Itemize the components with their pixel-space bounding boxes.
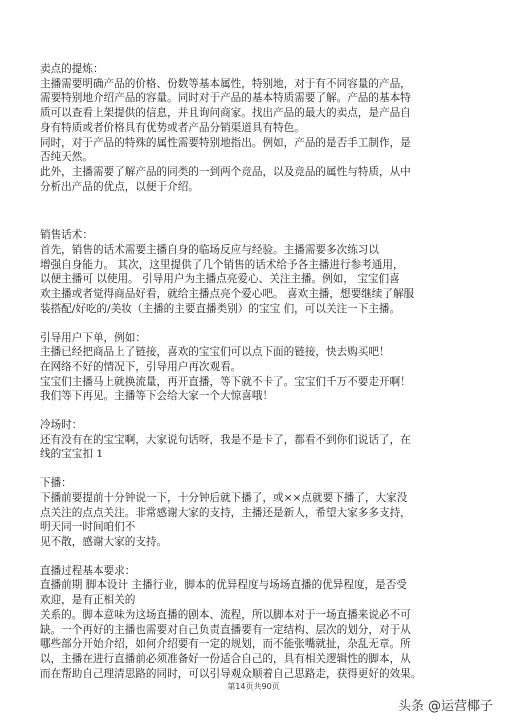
section-heading: 引导用户下单，例如： — [40, 331, 146, 344]
paragraph-line: 宝宝们主播马上就换流量，再开直播，等下就不卡了。宝宝们千万不要走开啊！ — [40, 375, 411, 388]
paragraph-line: 首先，销售的话术需要主播自身的临场反应与经验。主播需要多次练习以 — [40, 244, 379, 257]
section-guide-order — [40, 331, 480, 405]
paragraph-line: 还有没有在的宝宝啊，大家说句话呀，我是不是卡了，都看不到你们说话了，在 — [40, 433, 411, 446]
paragraph-line: 装搭配/好吃的/美妆（主播的主要直播类别）的宝宝 们，可以关注一下主播。 — [40, 302, 401, 315]
paragraph-line: 以，主播在进行直播前必须准备好一份适合自己的，具有相关逻辑性的脚本，从 — [40, 652, 411, 665]
paragraph-line: 欢迎，是有正相关的 — [40, 594, 136, 607]
paragraph-line: 分析出产品的优点，以便于介绍。 — [40, 180, 199, 193]
paragraph-line: 而在帮助自己理清思路的同时，可以引导观众顺着自己思路走，获得更好的效果。 — [40, 667, 422, 680]
paragraph-line: 关系的。脚本意味为这场直播的剧本、流程，所以脚本对于一场直播来说必不可 — [40, 608, 411, 621]
section-stream-requirements — [40, 564, 480, 682]
page-number: 第14页共90页 — [227, 682, 280, 691]
document-body — [40, 62, 480, 681]
paragraph-line: 我们等下再见。主播等下会给大家一个大惊喜哦！ — [40, 390, 274, 403]
toutiao-logo-icon: 头条 — [397, 699, 424, 714]
section-heading: 下播： — [40, 477, 72, 490]
paragraph-line: 身有特质或者价格具有优势或者产品分销渠道具有特色。 — [40, 121, 305, 134]
paragraph-line: 主播已经把商品上了链接，喜欢的宝宝们可以点下面的链接，快去购买吧！ — [40, 346, 390, 359]
section-sales-script — [40, 228, 480, 316]
paragraph-line: 否纯天然。 — [40, 151, 93, 164]
section-end-stream — [40, 476, 480, 550]
section-selling-points — [40, 62, 480, 194]
paragraph-line: 增强自身能力。 其次，这里提供了几个销售的话术给予各主播进行参考通用， — [40, 258, 404, 271]
section-heading: 销售话术： — [40, 229, 93, 242]
paragraph-line: 主播需要明确产品的价格、份数等基本属性，特别地，对于有不同容量的产品， — [40, 77, 411, 90]
paragraph-line: 在网络不好的情况下，引导用户再次观看。 — [40, 360, 242, 373]
paragraph-line: 缺。一个再好的主播也需要对自己负责直播要有一定结构、层次的划分，对于从 — [40, 623, 411, 636]
paragraph-line: 点关注的点点关注。非常感谢大家的支持，主播还是新人，希望大家多多支持， — [40, 506, 411, 519]
section-heading: 卖点的提炼： — [40, 63, 104, 75]
paragraph-line: 欢主播或者觉得商品好看，就给主播点亮个爱心吧。 喜欢主播，想要继续了解服 — [40, 288, 415, 301]
paragraph-line: 见不散，感谢大家的支持。 — [40, 535, 168, 548]
paragraph-line: 下播前要提前十分钟说一下，十分钟后就下播了，或××点就要下播了，大家没 — [40, 491, 408, 504]
watermark — [398, 695, 493, 714]
paragraph-line: 哪些部分开始介绍，如何介绍要有一定的规划，而不能张嘴就扯，杂乱无章。所 — [40, 638, 411, 651]
paragraph-line: 直播前期 脚本设计 主播行业，脚本的优异程度与场场直播的优异程度，是否受 — [40, 579, 407, 592]
paragraph-line: 质可以查看上架提供的信息，并且询问商家。找出产品的最大的卖点，是产品自 — [40, 107, 411, 120]
section-heading: 冷场时： — [40, 419, 83, 432]
section-cold-scene — [40, 418, 480, 462]
paragraph-line: 以便主播可 以使用。 引导用户为主播点亮爱心、关注主播。例如， 宝宝们喜 — [40, 273, 400, 286]
paragraph-line: 同时，对于产品的特殊的属性需要特别地指出。例如，产品的是否手工制作，是 — [40, 136, 411, 149]
paragraph-line: 线的宝宝扣 1 — [40, 448, 104, 461]
paragraph-line: 此外，主播需要了解产品的同类的一到两个竞品，以及竞品的属性与特质，从中 — [40, 165, 411, 178]
paragraph-line: 明天同一时间咱们不 — [40, 521, 136, 534]
section-heading: 直播过程基本要求： — [40, 564, 136, 577]
paragraph-line: 需要特别地介绍产品的容量。同时对于产品的基本特质需要了解。产品的基本特 — [40, 92, 411, 105]
watermark-handle: @运营椰子 — [427, 699, 493, 714]
